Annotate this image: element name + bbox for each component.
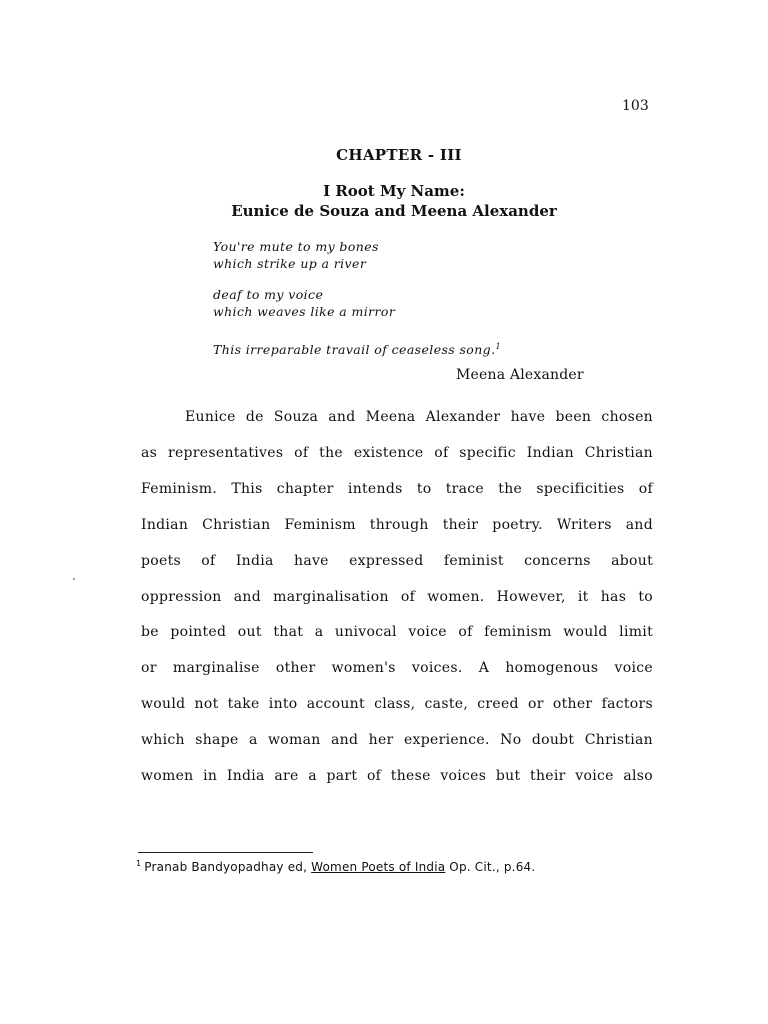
epigraph-attribution: Meena Alexander	[456, 367, 584, 383]
body-line: Feminism. This chapter intends to trace the specificities of	[141, 480, 653, 497]
body-line: which shape a woman and her experience. No doubt Christian	[141, 732, 653, 749]
footnote-reference-mark[interactable]: 1	[495, 341, 501, 351]
footnote-mark: 1	[136, 859, 142, 868]
epigraph-line	[213, 341, 501, 358]
chapter-heading: CHAPTER - III	[336, 146, 462, 164]
epigraph-line: deaf to my voice	[213, 287, 324, 302]
footnote-rule	[138, 852, 313, 853]
body-line: Eunice de Souza and Meena Alexander have been chosen	[185, 409, 653, 425]
epigraph-stanza-3	[213, 341, 501, 358]
body-line: as representatives of the existence of specific Indian Christian	[141, 444, 653, 461]
page-number: 103	[622, 98, 649, 114]
epigraph	[213, 238, 501, 372]
epigraph-line: which weaves like a mirror	[213, 304, 396, 319]
body-line: women in India are a part of these voices but their voice also	[141, 768, 653, 785]
body-line: poets of India have expressed feminist concerns about	[141, 552, 653, 569]
body-line: be pointed out that a univocal voice of feminism would limit	[141, 624, 653, 641]
footnote-book-title: Women Poets of India	[311, 860, 446, 874]
chapter-title-line-2: Eunice de Souza and Meena Alexander	[231, 202, 557, 220]
scan-speck	[73, 578, 75, 580]
epigraph-stanza-1	[213, 238, 501, 272]
body-paragraph	[141, 400, 653, 795]
epigraph-line: which strike up a river	[213, 256, 367, 271]
chapter-title-line-1: I Root My Name:	[323, 182, 465, 200]
epigraph-final-line-text: This irreparable travail of ceaseless song.	[213, 342, 496, 357]
body-line: Indian Christian Feminism through their poetry. Writers and	[141, 516, 653, 533]
body-line: would not take into account class, caste, creed or other factors	[141, 696, 653, 713]
body-line: or marginalise other women's voices. A homogenous voice	[141, 660, 653, 677]
epigraph-stanza-2	[213, 286, 501, 320]
footnote-author: Pranab Bandyopadhay ed,	[144, 860, 312, 874]
footnote	[136, 860, 535, 874]
body-line: oppression and marginalisation of women. However, it has to	[141, 588, 653, 605]
epigraph-line: You're mute to my bones	[213, 239, 379, 254]
footnote-citation: Op. Cit., p.64.	[445, 860, 536, 874]
chapter-title	[0, 181, 768, 221]
